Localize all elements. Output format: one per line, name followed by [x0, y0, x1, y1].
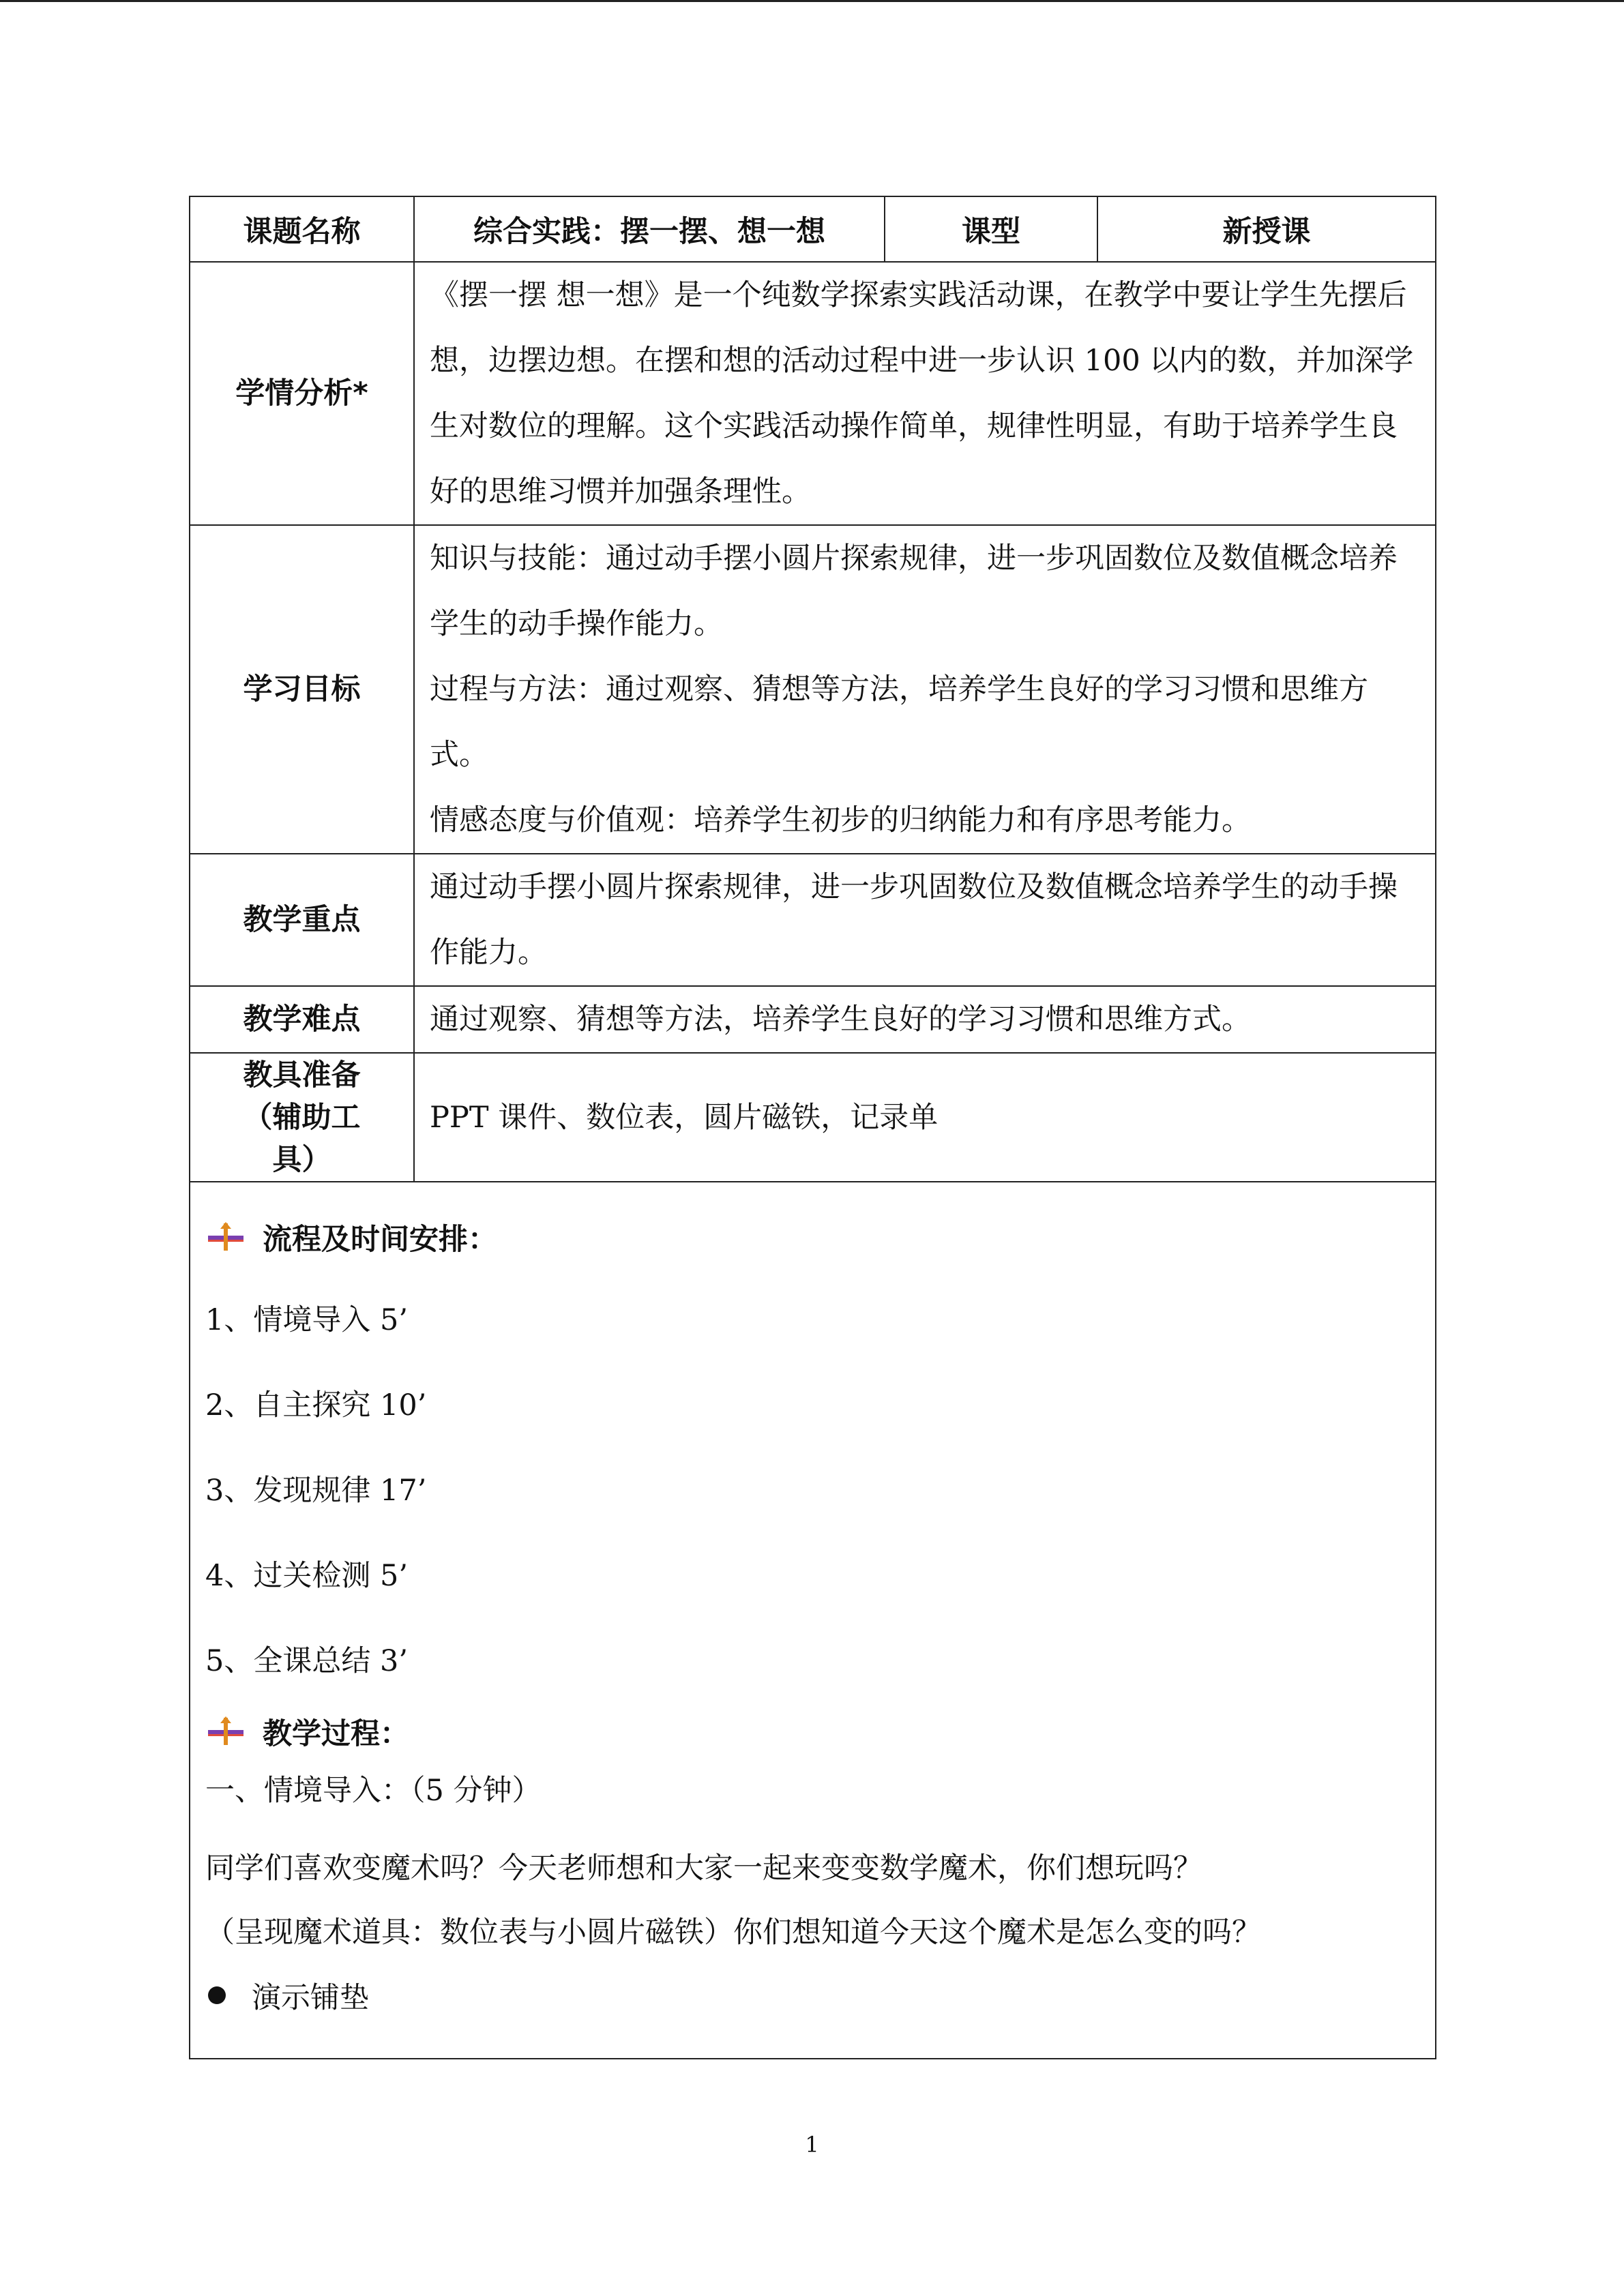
- intro-paragraph-2: （呈现魔术道具：数位表与小圆片磁铁）你们想知道今天这个魔术是怎么变的吗？: [205, 1915, 1261, 1950]
- type-label: 课型: [885, 196, 1097, 262]
- topic-label: 课题名称: [190, 196, 414, 262]
- demo-bullet-text: 演示铺垫: [252, 1980, 369, 2015]
- goal-knowledge: 知识与技能：通过动手摆小圆片探索规律，进一步巩固数位及数值概念培养学生的动手操作能力。: [430, 541, 1398, 641]
- intro-paragraph-1: 同学们喜欢变魔术吗？今天老师想和大家一起来变变数学魔术，你们想玩吗？: [205, 1851, 1202, 1885]
- goals-label: 学习目标: [190, 525, 414, 854]
- key-point-label: 教学重点: [190, 854, 414, 986]
- arrow-bullet-icon: [205, 1716, 246, 1746]
- flow-heading-text: 流程及时间安排：: [263, 1222, 497, 1257]
- goal-process: 过程与方法：通过观察、猜想等方法，培养学生良好的学习习惯和思维方式。: [430, 672, 1368, 772]
- process-heading: [205, 1704, 1435, 1759]
- process-cell: [190, 1182, 1436, 2059]
- bullet-dot-icon: [208, 1986, 226, 2004]
- key-point-row: [190, 854, 1436, 986]
- top-border-line: [0, 0, 1624, 2]
- arrow-bullet-icon: [205, 1222, 246, 1252]
- tools-row: [190, 1053, 1436, 1182]
- flow-step-3: 3、发现规律 17’: [205, 1474, 427, 1508]
- flow-step-5: 5、全课总结 3’: [205, 1644, 409, 1678]
- header-row: [190, 196, 1436, 262]
- flow-heading: [205, 1210, 1435, 1264]
- goal-attitude: 情感态度与价值观：培养学生初步的归纳能力和有序思考能力。: [430, 803, 1251, 837]
- process-row: [190, 1182, 1436, 2059]
- analysis-text: 《摆一摆 想一想》是一个纯数学探索实践活动课，在教学中要让学生先摆后想，边摆边想。在摆和想的活动过程中进一步认识 100 以内的数，并加深学生对数位的理解。这个实践活动操作简单，规律性明显，有助于培养学生良好的思维习惯并加强条理性。: [414, 262, 1436, 525]
- demo-bullet: [205, 1965, 1435, 2026]
- analysis-row: [190, 262, 1436, 525]
- page-number: 1: [805, 2132, 819, 2158]
- goals-row: [190, 525, 1436, 854]
- topic-value: 综合实践：摆一摆、想一想: [414, 196, 885, 262]
- flow-step-2: 2、自主探究 10’: [205, 1388, 427, 1422]
- lesson-plan-table: [189, 196, 1436, 2059]
- analysis-label: 学情分析*: [190, 262, 414, 525]
- key-point-text: 通过动手摆小圆片探索规律，进一步巩固数位及数值概念培养学生的动手操作能力。: [414, 854, 1436, 986]
- flow-step-4: 4、过关检测 5’: [205, 1559, 409, 1593]
- tools-label-line2: （辅助工: [243, 1100, 361, 1135]
- intro-title: 一、情境导入：（5 分钟）: [205, 1774, 542, 1808]
- process-heading-text: 教学过程：: [263, 1716, 409, 1751]
- difficulty-row: [190, 986, 1436, 1053]
- difficulty-text: 通过观察、猜想等方法，培养学生良好的学习习惯和思维方式。: [414, 986, 1436, 1053]
- tools-label: [190, 1053, 414, 1182]
- goals-text: [414, 525, 1436, 854]
- tools-text: PPT 课件、数位表，圆片磁铁，记录单: [414, 1053, 1436, 1182]
- flow-step-1: 1、情境导入 5’: [205, 1303, 409, 1337]
- tools-label-line1: 教具准备: [243, 1058, 361, 1092]
- type-value: 新授课: [1097, 196, 1436, 262]
- tools-label-line3: 具）: [272, 1142, 331, 1177]
- difficulty-label: 教学难点: [190, 986, 414, 1053]
